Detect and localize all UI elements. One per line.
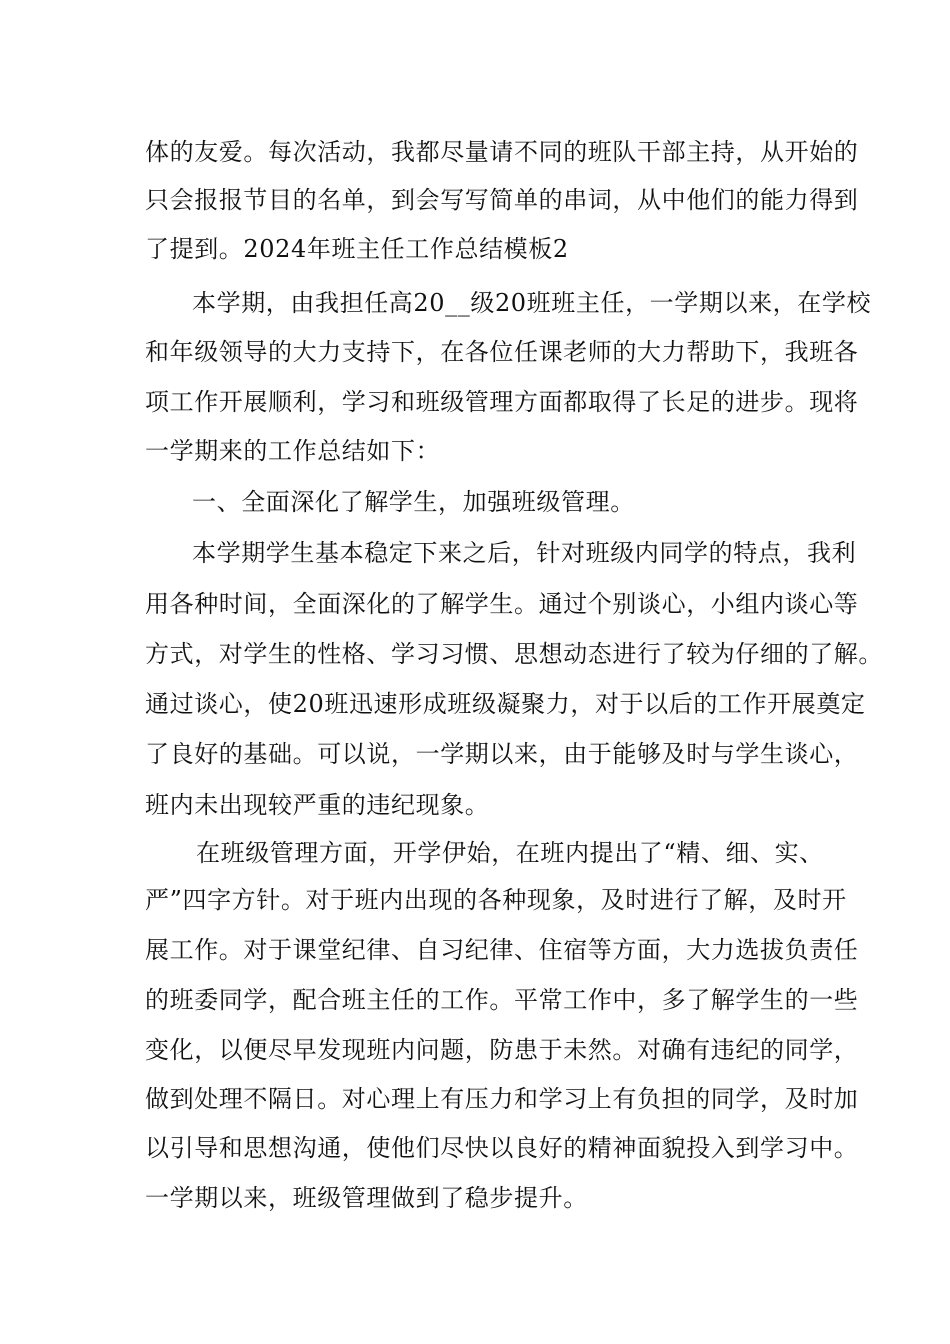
text-line-22: 一学期以来，班级管理做到了稳步提升。	[145, 1184, 588, 1212]
text-line-3: 了提到。2024年班主任工作总结模板2	[145, 235, 569, 263]
paragraph-first-line: 本学期，由我担任高20__级20班班主任，一学期以来，在学校	[192, 289, 872, 317]
text-line-18: 的班委同学，配合班主任的工作。平常工作中，多了解学生的一些	[145, 986, 859, 1014]
text-line-17: 展工作。对于课堂纪律、自习纪律、住宿等方面，大力选拔负责任	[145, 936, 859, 964]
text-line-19: 变化，以便尽早发现班内问题，防患于未然。对确有违纪的同学，	[145, 1036, 859, 1064]
text-line-11: 方式，对学生的性格、学习习惯、思想动态进行了较为仔细的了解。	[145, 640, 883, 668]
text-line-2: 只会报报节目的名单，到会写写简单的串词，从中他们的能力得到	[145, 186, 859, 214]
text-line-1: 体的友爱。每次活动，我都尽量请不同的班队干部主持，从开始的	[145, 138, 859, 166]
section-heading: 一、全面深化了解学生，加强班级管理。	[192, 488, 635, 516]
text-line-5: 和年级领导的大力支持下，在各位任课老师的大力帮助下，我班各	[145, 338, 859, 366]
text-line-10: 用各种时间，全面深化的了解学生。通过个别谈心，小组内谈心等	[145, 590, 859, 618]
text-line-7: 一学期来的工作总结如下：	[145, 437, 441, 465]
text-line-6: 项工作开展顺利，学习和班级管理方面都取得了长足的进步。现将	[145, 388, 859, 416]
paragraph-first-line: 在班级管理方面，开学伊始，在班内提出了“精、细、实、	[196, 839, 824, 867]
text-line-14: 班内未出现较严重的违纪现象。	[145, 791, 490, 819]
paragraph-first-line: 本学期学生基本稳定下来之后，针对班级内同学的特点，我利	[192, 539, 857, 567]
text-line-12: 通过谈心，使20班迅速形成班级凝聚力，对于以后的工作开展奠定	[145, 690, 866, 718]
text-line-13: 了良好的基础。可以说，一学期以来，由于能够及时与学生谈心，	[145, 740, 859, 768]
text-line-20: 做到处理不隔日。对心理上有压力和学习上有负担的同学，及时加	[145, 1085, 859, 1113]
text-line-16: 严”四字方针。对于班内出现的各种现象，及时进行了解，及时开	[145, 886, 847, 914]
text-line-21: 以引导和思想沟通，使他们尽快以良好的精神面貌投入到学习中。	[145, 1134, 859, 1162]
